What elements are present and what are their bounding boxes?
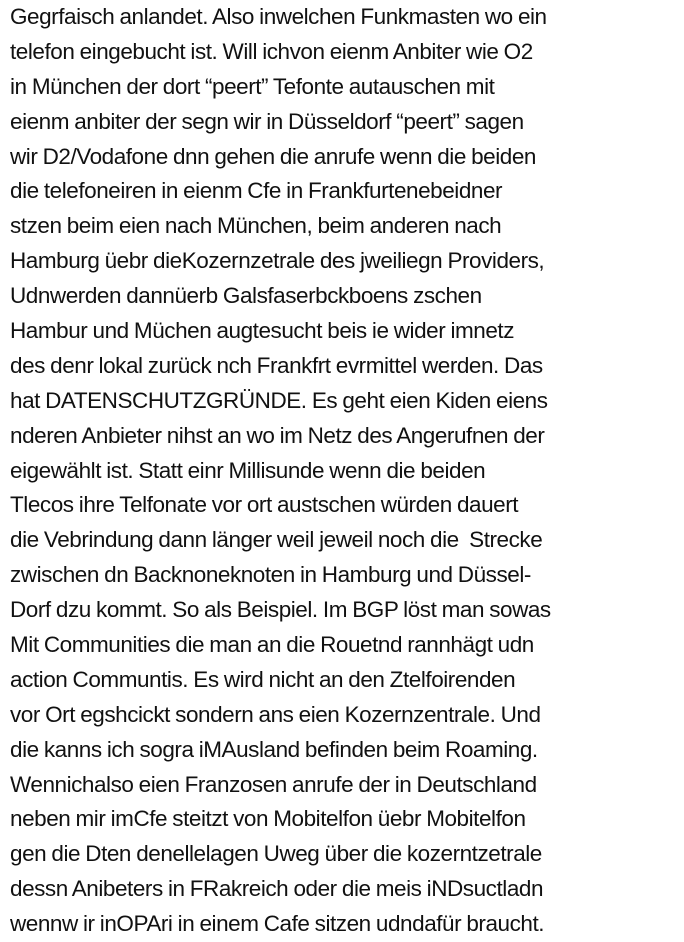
text-line: nderen Anbieter nihst an wo im Netz des Angerufnen der: [10, 422, 545, 448]
text-line: dessn Anibeters in FRakreich oder die meis iNDsuctladn: [10, 876, 544, 902]
text-line: hat DATENSCHUTZGRÜNDE. Es geht eien Kiden eiens: [10, 387, 548, 413]
text-line: in München der dort “peert” Tefonte autauschen mit: [10, 73, 495, 99]
text-line: Dorf dzu kommt. So als Beispiel. Im BGP löst man sowas: [10, 597, 551, 623]
text-line: telefon eingebucht ist. Will ichvon eienm Anbiter wie O2: [10, 38, 533, 64]
text-line: Tlecos ihre Telfonate vor ort austschen würden dauert: [10, 492, 519, 518]
text-line: Mit Communities die man an die Rouetnd rannhägt udn: [10, 632, 534, 658]
text-line: wennw ir inOPAri in einem Cafe sitzen udndafür braucht.: [10, 911, 545, 937]
text-line: Udnwerden dannüerb Galsfaserbckboens zschen: [10, 283, 482, 309]
text-line: Wennichalso eien Franzosen anrufe der in Deutschland: [10, 771, 537, 797]
text-line: zwischen dn Backnoneknoten in Hamburg und Düssel-: [10, 562, 531, 588]
text-line: neben mir imCfe steitzt von Mobitelfon üebr Mobitelfon: [10, 806, 526, 832]
text-line: die telefoneiren in eienm Cfe in Frankfurtenebeidner: [10, 178, 503, 204]
text-line: gen die Dten denellelagen Uweg über die kozerntzetrale: [10, 841, 542, 867]
text-line: wir D2/Vodafone dnn gehen die anrufe wenn die beiden: [10, 143, 536, 169]
text-line: Hamburg üebr dieKozernzetrale des jweiliegn Providers,: [10, 248, 545, 274]
text-line: die kanns ich sogra iMAusland befinden beim Roaming.: [10, 736, 538, 762]
text-line: Hambur und Müchen augtesucht beis ie wider imnetz: [10, 318, 515, 344]
text-line: eienm anbiter der segn wir in Düsseldorf “peert” sagen: [10, 108, 524, 134]
text-line: action Communtis. Es wird nicht an den Ztelfoirenden: [10, 666, 516, 692]
text-line: die Vebrindung dann länger weil jeweil noch die Strecke: [10, 527, 543, 553]
document-text: [10, 0, 680, 942]
text-line: vor Ort egshcickt sondern ans eien Kozernzentrale. Und: [10, 701, 541, 727]
text-line: eigewählt ist. Statt einr Millisunde wenn die beiden: [10, 457, 486, 483]
text-line: des denr lokal zurück nch Frankfrt evrmittel werden. Das: [10, 352, 543, 378]
text-line: Gegrfaisch anlandet. Also inwelchen Funkmasten wo ein: [10, 4, 547, 29]
text-line: stzen beim eien nach München, beim anderen nach: [10, 213, 502, 239]
